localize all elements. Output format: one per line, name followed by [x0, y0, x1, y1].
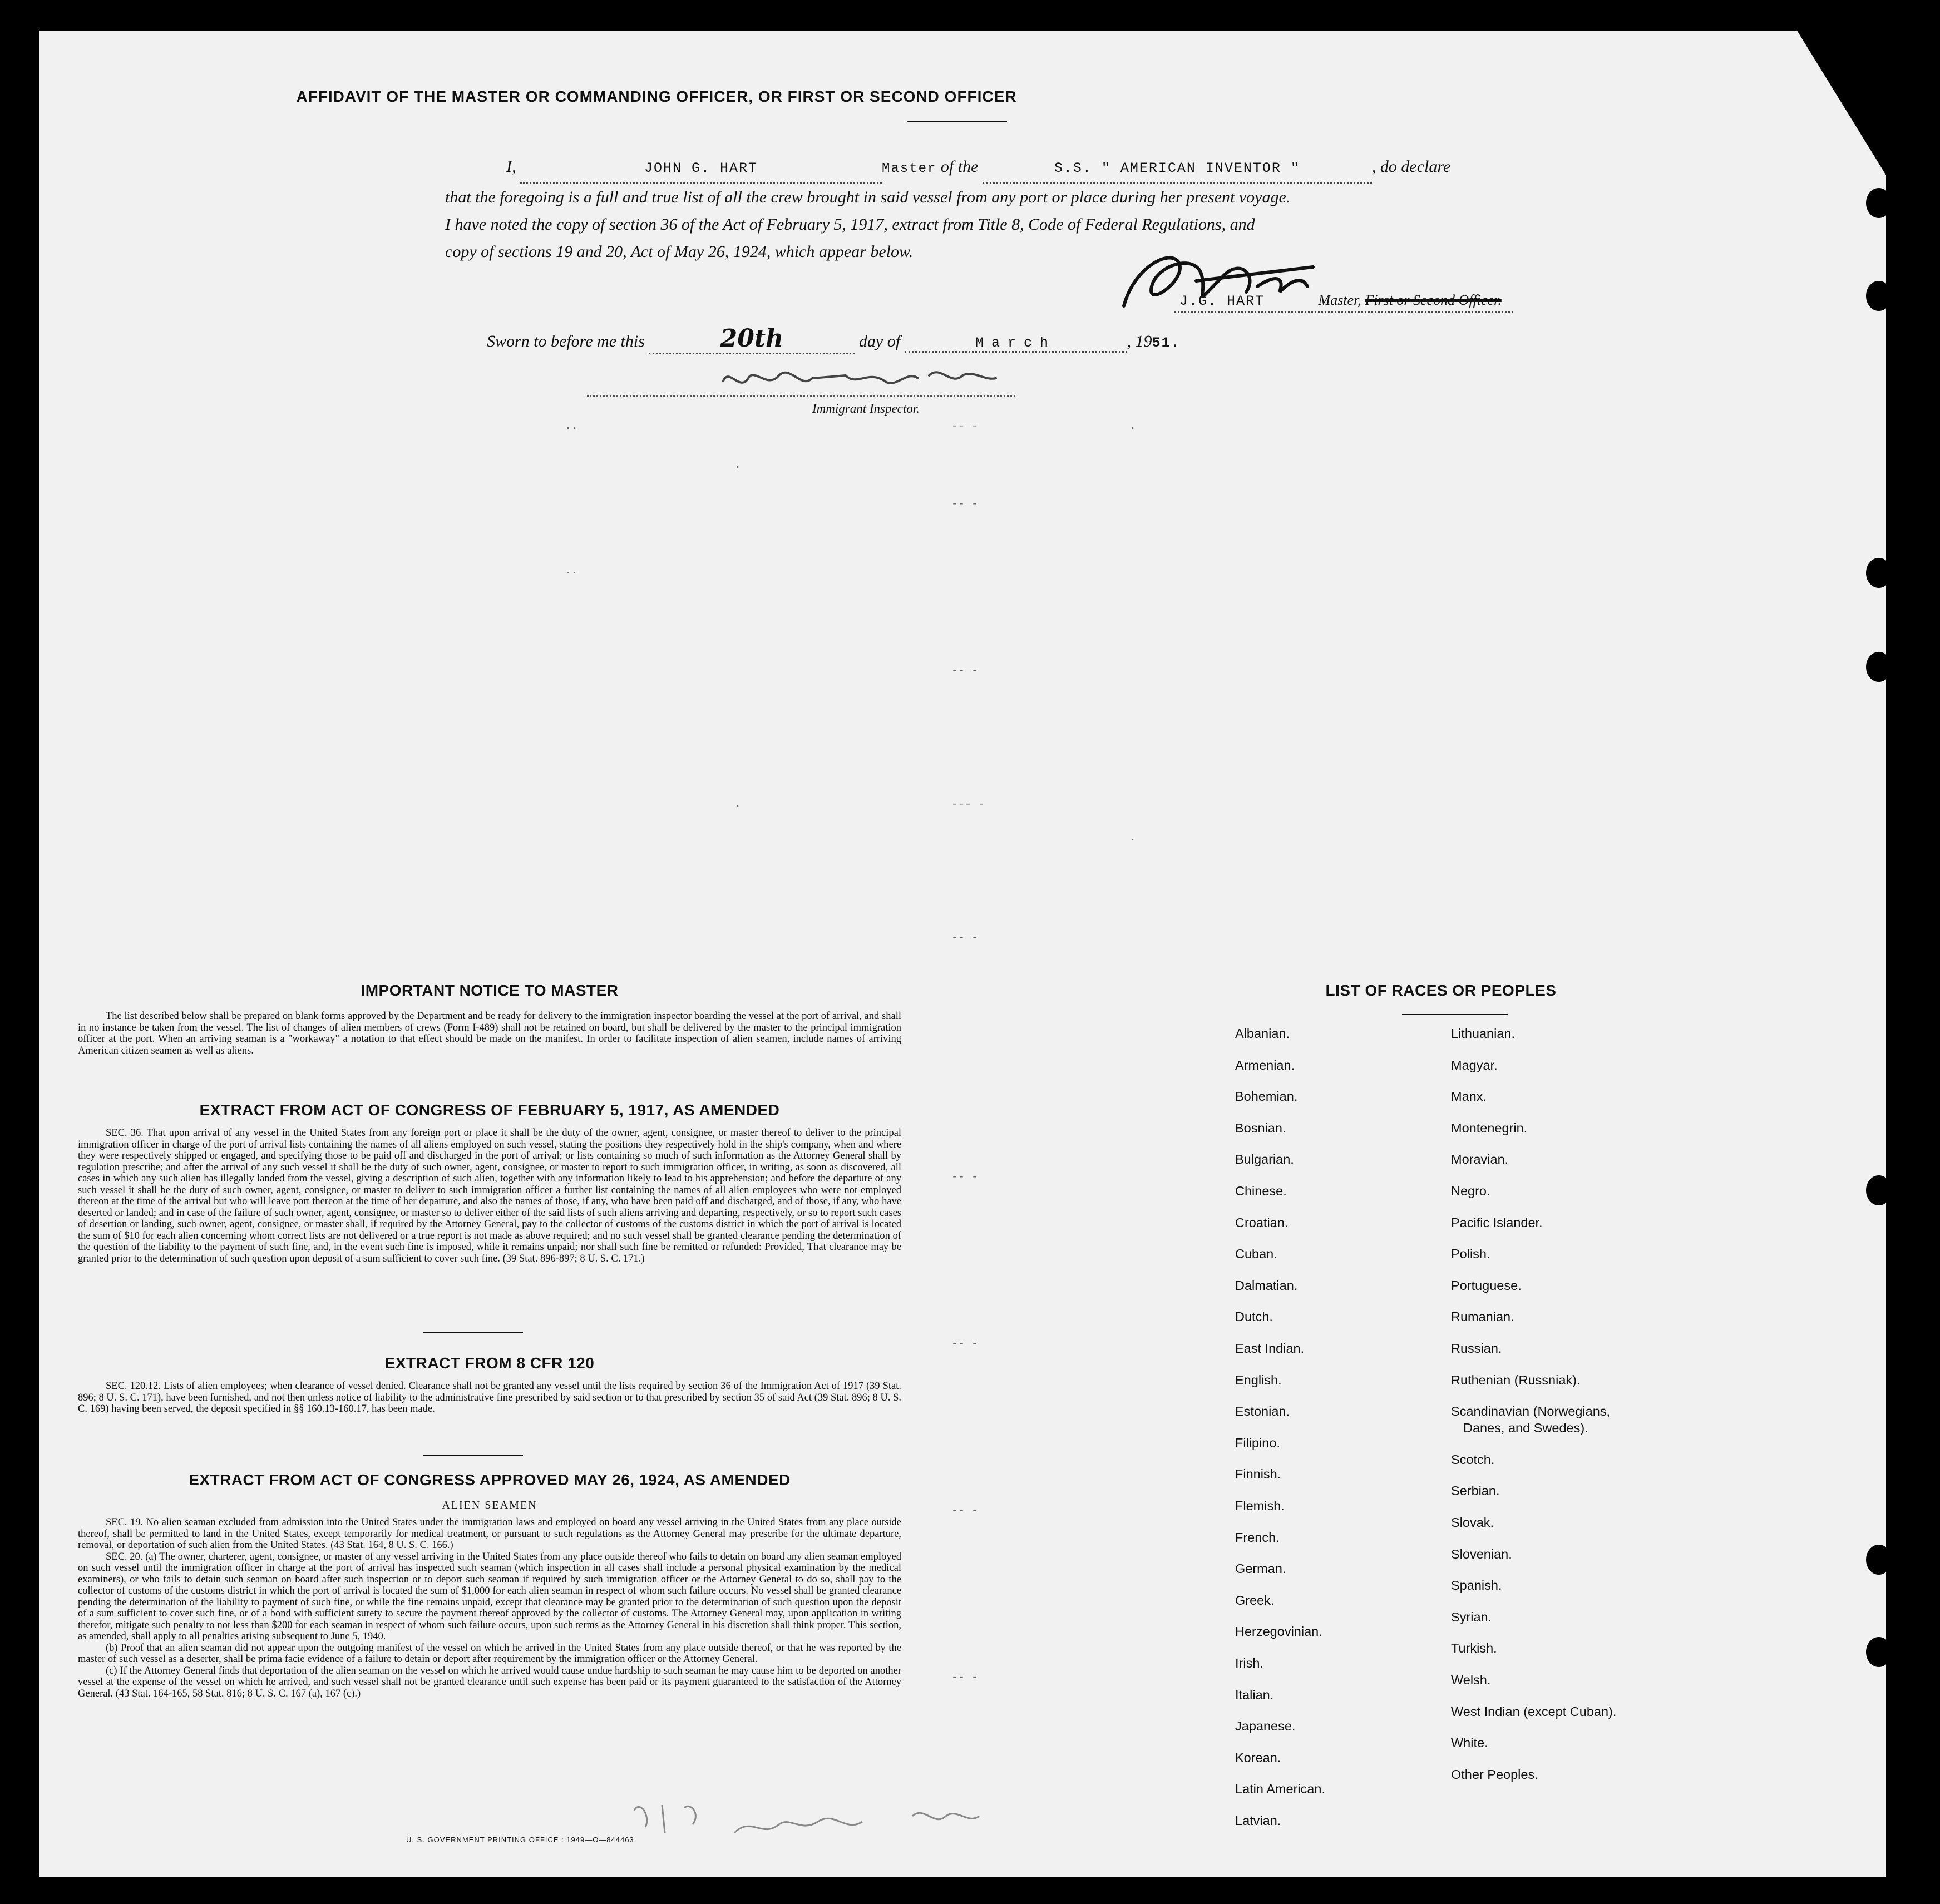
races-heading: LIST OF RACES OR PEOPLES [1325, 982, 1557, 999]
race-item: Dutch. [1235, 1309, 1273, 1324]
race-item: Greek. [1235, 1593, 1275, 1608]
race-item: Croatian. [1235, 1215, 1289, 1230]
race-item: Bosnian. [1235, 1120, 1286, 1135]
race-item: White. [1451, 1735, 1488, 1750]
race-item: Montenegrin. [1451, 1120, 1528, 1135]
race-item: Serbian. [1451, 1483, 1500, 1499]
bleed-through-mark: -- - [951, 665, 979, 677]
race-item: Latin American. [1235, 1782, 1325, 1797]
race-item: East Indian. [1235, 1341, 1305, 1356]
race-item: Russian. [1451, 1341, 1502, 1356]
sworn-month: March [975, 335, 1057, 351]
document-page [39, 31, 1886, 1877]
sworn-day: 20th [720, 324, 784, 353]
race-item: Scotch. [1451, 1452, 1495, 1467]
race-item: Ruthenian (Russniak). [1451, 1372, 1581, 1387]
sec-20b-text: (b) Proof that an alien seaman did not appear upon the outgoing manifest of the vessel on which he arrived in the United States from any place outside thereof, or that he was reported by the master of such vessel as a deserter, shall be prima facie evidence of a failure to detain or deport after requirement by the immigration officer or the Attorney General. [78, 1642, 901, 1665]
race-item: Herzegovinian. [1235, 1624, 1322, 1639]
race-item: Dalmatian. [1235, 1278, 1298, 1293]
sec-20a-text: SEC. 20. (a) The owner, charterer, agent, consignee, or master of any vessel arriving in the United States from any place outside thereof who fails to detain on board any alien seaman employed on such vessel until the immigration officer in charge at the port of arrival has inspected such seaman (which inspection in all cases shall include a personal physical examination by the medical examiners), or who fails to detain such seaman on board after such inspection or to deport such seaman if required by such immigration officer or the Attorney General to do so, shall pay to the collector of customs of the customs district in which the port of arrival is located the sum of $1,000 for each alien seaman in respect of whom such failure occurs. No vessel shall be granted clearance pending the determination of the liability to payment of such fine, or while the fine remains unpaid, except that clearance may be granted prior to the determination of such question upon the deposit of a sum sufficient to cover such fine, or of a bond with sufficient surety to secure the payment thereof approved by the collector of customs. The Attorney General may, upon application in writing therefor, mitigate such penalty to not less than $200 for each seaman in respect of whom such failure occurs, upon such terms as the Attorney General in his discretion shall think proper. This section, as amended, shall apply to all penalties arising subsequent to June 5, 1940. [78, 1551, 901, 1642]
vessel-name: S.S. " AMERICAN INVENTOR " [1054, 160, 1300, 176]
race-item: Albanian. [1235, 1026, 1290, 1041]
declare-label: , do declare [1371, 157, 1451, 176]
race-item: Bulgarian. [1235, 1152, 1294, 1167]
printer-line: U. S. GOVERNMENT PRINTING OFFICE : 1949—O—844463 [406, 1836, 634, 1844]
bleed-through-mark: -- - [951, 1338, 979, 1351]
bleed-through-mark: -- - [951, 498, 979, 511]
sworn-year: 51. [1152, 335, 1181, 351]
bleed-through-mark: -- - [951, 1171, 979, 1184]
race-item: Armenian. [1235, 1057, 1295, 1072]
bleed-through-mark: --- - [951, 798, 985, 811]
bleed-through-mark: . [734, 798, 742, 811]
race-item: Finnish. [1235, 1467, 1281, 1482]
race-item: Turkish. [1451, 1641, 1497, 1656]
race-item: Filipino. [1235, 1435, 1280, 1450]
year-prefix: , 19 [1127, 332, 1152, 350]
race-item: Danes, and Swedes). [1463, 1421, 1588, 1436]
race-item: Other Peoples. [1451, 1767, 1538, 1782]
affidavit-line-2: that the foregoing is a full and true list of all the crew brought in said vessel from any port or place during her present voyage. [445, 188, 1291, 206]
race-item: Lithuanian. [1451, 1026, 1515, 1041]
bleed-through-mark: .. [565, 420, 579, 433]
race-item: Latvian. [1235, 1813, 1281, 1828]
race-item: Chinese. [1235, 1184, 1287, 1198]
master-label: Master [882, 161, 937, 176]
race-item: Magyar. [1451, 1057, 1498, 1072]
sec-19-text: SEC. 19. No alien seaman excluded from admission into the United States under the immigration laws and employed on board any vessel arriving in the United States from any place outside thereof, shall be permitted to land in the United States, except temporarily for medical treatment, or pursuant to such regulations as the Attorney General may prescribe for the ultimate departure, removal, or deportation of such alien from the United States. (43 Stat. 164, 8 U. S. C. 166.) [78, 1517, 901, 1551]
race-item: Italian. [1235, 1687, 1274, 1702]
affidavit-title: AFFIDAVIT OF THE MASTER OR COMMANDING OFFICER, OR FIRST OR SECOND OFFICER [296, 88, 1017, 105]
bleed-through-mark: . [734, 459, 742, 472]
bleed-through-mark: .. [565, 565, 579, 577]
affidavit-line-3: I have noted the copy of section 36 of the Act of February 5, 1917, extract from Title 8, Code of Federal Regulations, and [445, 215, 1255, 234]
bleed-through-mark: . [1129, 832, 1137, 844]
inspector-label: Immigrant Inspector. [812, 402, 920, 416]
race-item: English. [1235, 1372, 1282, 1387]
race-item: Korean. [1235, 1750, 1281, 1765]
day-of-label: day of [858, 332, 901, 350]
bleed-through-mark: -- - [951, 1505, 979, 1517]
notice-text: The list described below shall be prepared on blank forms approved by the Department and be ready for delivery to the immigration inspector boarding the vessel at the port of arrival, and shall in no instance be taken from the vessel. The list of changes of alien members of crews (Form I-489) shall not be retained on board, but shall be delivered by the master to the principal immigration officer at the port. When an arriving seaman is a "workaway" a notation to that effect should be made on the manifest. In order to facilitate inspection of alien seamen, include names of arriving American citizen seamen as well as aliens. [78, 1011, 901, 1056]
signature-typed-name: J.G. HART [1179, 293, 1265, 309]
races-list [39, 31, 1886, 1877]
race-item: German. [1235, 1561, 1286, 1576]
race-item: Cuban. [1235, 1247, 1277, 1262]
race-item: French. [1235, 1530, 1280, 1545]
race-item: Moravian. [1451, 1152, 1509, 1167]
race-item: Slovak. [1451, 1515, 1494, 1530]
signature-role: Master, [1318, 292, 1361, 308]
race-item: Estonian. [1235, 1404, 1290, 1419]
race-item: Flemish. [1235, 1499, 1285, 1513]
extract-1917-heading: EXTRACT FROM ACT OF CONGRESS OF FEBRUARY 5, 1917, AS AMENDED [199, 1101, 780, 1119]
bleed-through-mark: -- - [951, 420, 979, 433]
race-item: Syrian. [1451, 1609, 1492, 1624]
race-item: Welsh. [1451, 1673, 1491, 1687]
race-item: Scandinavian (Norwegians, [1451, 1404, 1611, 1419]
race-item: Slovenian. [1451, 1546, 1512, 1561]
signature-struck-role: First or Second Officer. [1365, 292, 1502, 308]
bleed-through-mark: -- - [951, 932, 979, 944]
sworn-label: Sworn to before me this [487, 332, 645, 350]
race-item: Polish. [1451, 1247, 1490, 1262]
race-item: Rumanian. [1451, 1309, 1514, 1324]
master-name: JOHN G. HART [644, 160, 758, 176]
extract-cfr-heading: EXTRACT FROM 8 CFR 120 [384, 1354, 595, 1372]
extract-1917-text: SEC. 36. That upon arrival of any vessel in the United States from any foreign port or place it shall be the duty of the owner, agent, consignee, or master thereof to deliver to the principal immigration officer in charge of the port of arrival lists containing the names of all aliens employed on such vessel, stating the positions they respectively hold in the ship's company, when and where they were respectively shipped or engaged, and specifying those to be paid off and discharged in the port of arrival; or lists containing so much of such information as the Attorney General shall by regulation prescribe; and after the arrival of any such vessel it shall be the duty of such owner, agent, consignee, or master to report to such immigration officer, in writing, as soon as discovered, all cases in which any such alien has illegally landed from the vessel, giving a description of such alien, together with any information likely to lead to his apprehension; and before the departure of any such vessel it shall be the duty of such owner, agent, consignee, or master to deliver to such immigration officer a further list containing the names of all alien employees who were not employed thereon at the time of the arrival but who will leave port thereon at the time of her departure, and also the names of those, if any, who have been paid off and discharged, and of those, if any, who have deserted or landed; and in case of the failure of such owner, agent, consignee, or master so to deliver either of the said lists of such aliens arriving and departing, respectively, or so to report such cases of desertion or landing, such owner, agent, consignee, or master shall, if required by the Attorney General, pay to the collector of customs of the customs district in which the port of arrival is located the sum of $10 for each alien concerning whom correct lists are not delivered or a true report is not made as above required; and no such vessel shall be granted clearance pending the determination of the question of the liability to the payment of such fine, and, in the event such fine is imposed, while it remains unpaid; nor shall such fine be remitted or refunded: Provided, That clearance may be granted prior to the determination of such question upon deposit of a sum sufficient to cover such fine. (39 Stat. 896-897; 8 U. S. C. 171.) [78, 1127, 901, 1264]
race-item: Bohemian. [1235, 1089, 1298, 1104]
extract-1924-heading: EXTRACT FROM ACT OF CONGRESS APPROVED MAY 26, 1924, AS AMENDED [189, 1471, 791, 1488]
race-item: Spanish. [1451, 1578, 1502, 1593]
extract-cfr-text: SEC. 120.12. Lists of alien employees; when clearance of vessel denied. Clearance shall not be granted any vessel until the lists required by section 36 of the Immigration Act of 1917 (39 Stat. 896; 8 U. S. C. 171), have been furnished, and not then unless notice of liability to the administrative fine prescribed by said section or to that prescribed by section 35 of said Act (39 Stat. 896; 8 U. S. C. 169) having been served, the deposit specified in §§ 160.13-160.17, has been made. [78, 1381, 901, 1415]
race-item: West Indian (except Cuban). [1451, 1704, 1617, 1719]
of-the-label: of the [940, 157, 979, 176]
race-item: Negro. [1451, 1184, 1490, 1198]
bleed-through-mark: . [1129, 420, 1137, 433]
sec-20c-text: (c) If the Attorney General finds that deportation of the alien seaman on the vessel on which he arrived would cause undue hardship to such seaman he may cause him to be deported on another vessel at the expense of the vessel on which he arrived, and such vessel shall not be granted clearance until such expense has been paid or its payment guaranteed to the satisfaction of the Attorney General. (43 Stat. 164-165, 58 Stat. 816; 8 U. S. C. 167 (a), 167 (c).) [78, 1665, 901, 1699]
bleed-through-mark: -- - [951, 1671, 979, 1684]
race-item: Portuguese. [1451, 1278, 1522, 1293]
race-item: Manx. [1451, 1089, 1487, 1104]
i-label: I, [506, 157, 516, 176]
extract-1924-subheading: ALIEN SEAMEN [442, 1499, 537, 1511]
race-item: Irish. [1235, 1656, 1263, 1670]
notice-heading: IMPORTANT NOTICE TO MASTER [361, 982, 619, 999]
race-item: Pacific Islander. [1451, 1215, 1543, 1230]
race-item: Japanese. [1235, 1719, 1296, 1734]
affidavit-line-4: copy of sections 19 and 20, Act of May 26, 1924, which appear below. [445, 243, 914, 261]
